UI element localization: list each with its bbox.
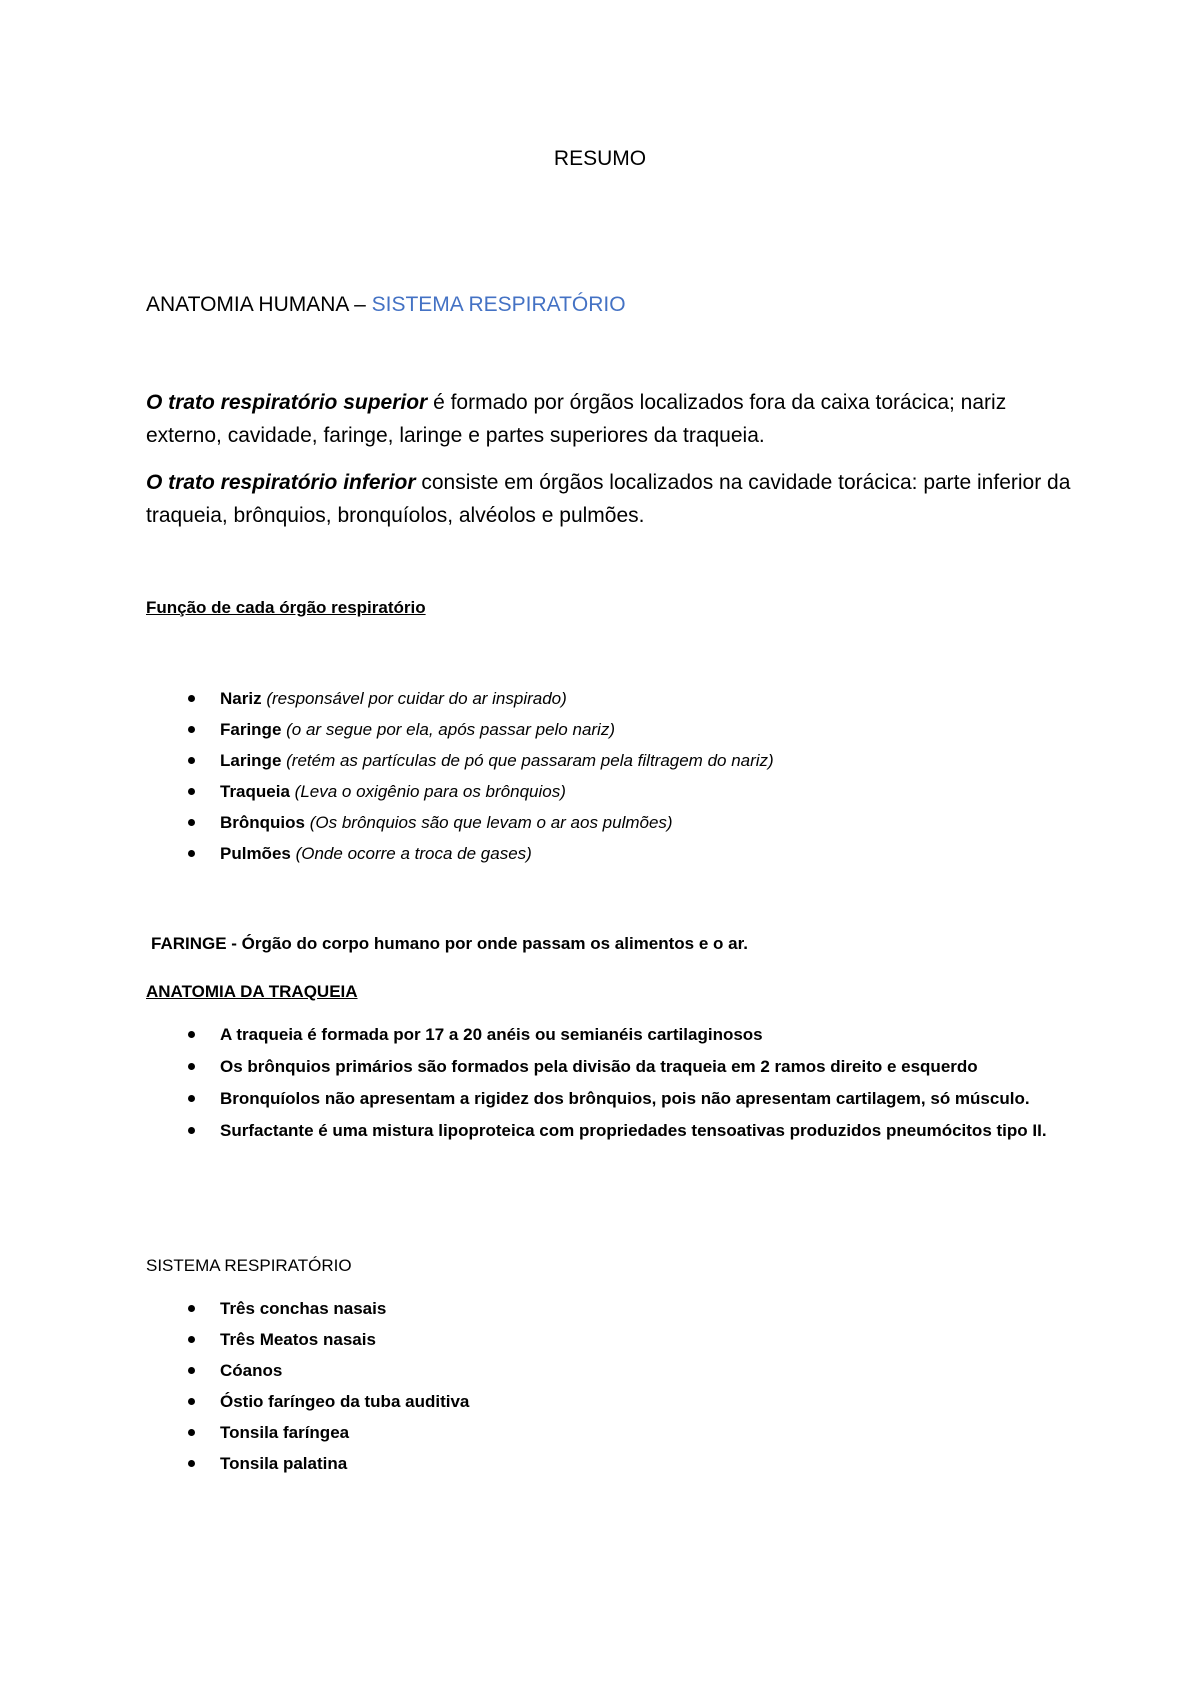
- organ-name: Pulmões: [220, 844, 291, 863]
- paragraph-lead: O trato respiratório inferior: [146, 471, 416, 494]
- organ-desc: (responsável por cuidar do ar inspirado): [266, 689, 567, 708]
- heading-accent: SISTEMA RESPIRATÓRIO: [371, 293, 626, 316]
- list-item: [0, 714, 774, 745]
- resp-list: [0, 1293, 469, 1479]
- list-item: Três Meatos nasais: [0, 1324, 469, 1355]
- list-item: [0, 807, 774, 838]
- list-item: Tonsila palatina: [0, 1448, 469, 1479]
- paragraph-upper-tract: [146, 386, 1076, 452]
- trachea-heading: ANATOMIA DA TRAQUEIA: [146, 982, 358, 1001]
- organ-desc: (Onde ocorre a troca de gases): [295, 844, 532, 863]
- organ-name: Faringe: [220, 720, 282, 739]
- list-item: Os brônquios primários são formados pela divisão da traqueia em 2 ramos direito e esquerdo: [0, 1052, 1070, 1081]
- paragraph-text: é formado por órgãos localizados fora da caixa torácica; nariz externo, cavidade, faringe, laringe e partes superiores da traqueia.: [146, 391, 1007, 447]
- organ-name: Brônquios: [220, 813, 305, 832]
- organ-desc: (Os brônquios são que levam o ar aos pulmões): [309, 813, 673, 832]
- organ-desc: (Leva o oxigênio para os brônquios): [294, 782, 566, 801]
- paragraph-text: consiste em órgãos localizados na cavidade torácica: parte inferior da traqueia, brônquios, bronquíolos, alvéolos e pulmões.: [146, 471, 1071, 527]
- organ-desc: (retém as partículas de pó que passaram pela filtragem do nariz): [286, 751, 774, 770]
- list-item: Óstio faríngeo da tuba auditiva: [0, 1386, 469, 1417]
- page-title: RESUMO: [553, 147, 647, 170]
- list-item: Bronquíolos não apresentam a rigidez dos brônquios, pois não apresentam cartilagem, só músculo.: [0, 1084, 1070, 1113]
- trachea-list: [0, 1020, 1070, 1148]
- list-item: Tonsila faríngea: [0, 1417, 469, 1448]
- list-item: Cóanos: [0, 1355, 469, 1386]
- section-heading: [146, 293, 626, 317]
- faringe-note: FARINGE - Órgão do corpo humano por onde passam os alimentos e o ar.: [151, 934, 748, 953]
- organ-name: Nariz: [220, 689, 262, 708]
- list-item: Três conchas nasais: [0, 1293, 469, 1324]
- list-item: [0, 838, 774, 869]
- organs-heading: Função de cada órgão respiratório: [146, 598, 426, 617]
- list-item: A traqueia é formada por 17 a 20 anéis ou semianéis cartilaginosos: [0, 1020, 1070, 1049]
- organ-name: Traqueia: [220, 782, 290, 801]
- paragraph-lower-tract: [146, 466, 1076, 532]
- heading-prefix: ANATOMIA HUMANA –: [146, 293, 372, 316]
- resp-heading: SISTEMA RESPIRATÓRIO: [146, 1256, 352, 1275]
- organ-desc: (o ar segue por ela, após passar pelo nariz): [286, 720, 615, 739]
- list-item: Surfactante é uma mistura lipoproteica com propriedades tensoativas produzidos pneumócitos tipo II.: [0, 1116, 1070, 1145]
- organs-list: [0, 683, 774, 869]
- organ-name: Laringe: [220, 751, 282, 770]
- list-item: [0, 776, 774, 807]
- paragraph-lead: O trato respiratório superior: [146, 391, 428, 414]
- list-item: [0, 745, 774, 776]
- list-item: [0, 683, 774, 714]
